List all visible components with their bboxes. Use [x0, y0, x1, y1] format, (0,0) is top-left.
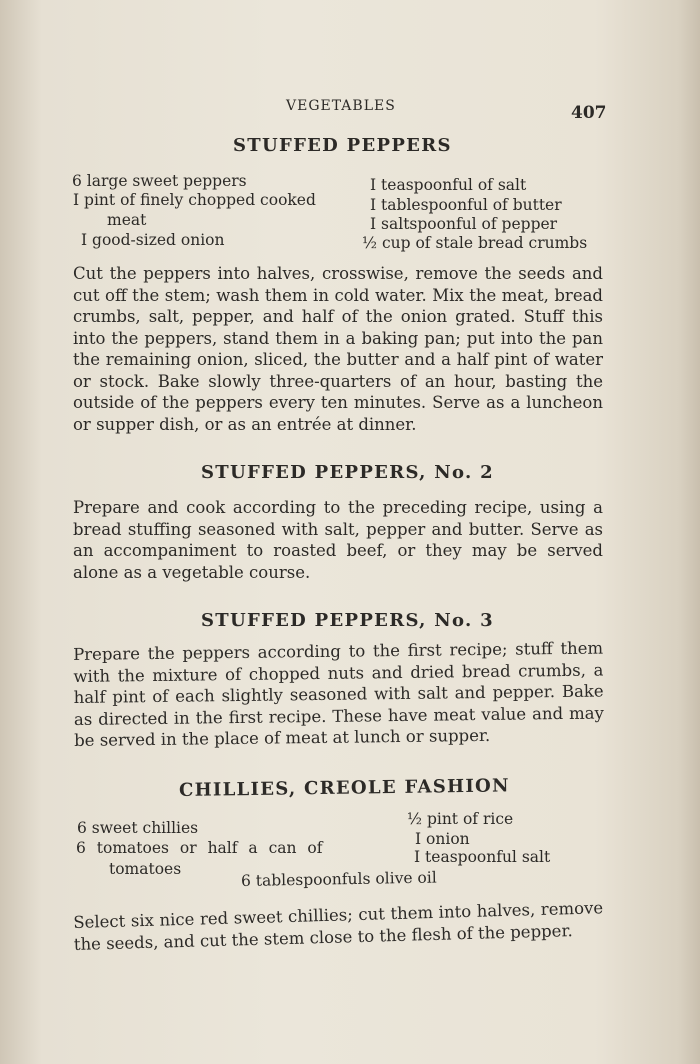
recipe-directions: Cut the peppers into halves, crosswise, remove the seeds and cut off the stem; wash them in cold water. Mix the meat, bread crumbs, salt, pepper, and half of the onion grated. Stuff this into the peppers, stand them in a baking pan; put into the pan the remaining onion, sliced, the butter and a half pint of water or stock. Bake slowly three-quarters of an hour, basting the outside of the peppers every ten minutes. Serve as a luncheon or supper dish, or as an entrée at dinner.	[73, 264, 603, 434]
ingredient-item: 6 large sweet peppers	[72, 172, 247, 190]
recipe-title-stuffed-peppers-no-3: STUFFED PEPPERS, No. 3	[201, 610, 494, 631]
recipe-title-stuffed-peppers-no-2: STUFFED PEPPERS, No. 2	[201, 462, 494, 483]
ingredient-item: I teaspoonful salt	[414, 848, 551, 866]
recipe-title-stuffed-peppers: STUFFED PEPPERS	[233, 135, 452, 156]
recipe-directions: Select six nice red sweet chillies; cut them into halves, remove the seeds, and cut the stem close to the flesh of the pepper.	[73, 898, 604, 954]
recipe-title-chillies-creole: CHILLIES, CREOLE FASHION	[178, 775, 510, 801]
ingredient-item: 6 sweet chillies	[77, 819, 199, 837]
ingredient-item: tomatoes	[109, 860, 182, 878]
recipe-directions: Prepare the peppers according to the first recipe; stuff them with the mixture of chopped nuts and dried bread crumbs, a half pint of each slightly seasoned with salt and pepper. Bake as directed in the first recipe. These have meat value and may be served in the place of meat at lunch or supper.	[73, 638, 604, 750]
ingredient-item: I teaspoonful of salt	[370, 176, 527, 194]
ingredient-item: 6 tablespoonfuls olive oil	[240, 868, 437, 890]
running-head: VEGETABLES	[286, 98, 396, 114]
ingredient-item: 6 tomatoes or half a can of	[76, 839, 323, 857]
ingredient-item: ½ cup of stale bread crumbs	[362, 234, 588, 252]
ingredient-item: ½ pint of rice	[407, 810, 514, 828]
ingredient-item: I good-sized onion	[81, 231, 225, 249]
ingredient-item: I saltspoonful of pepper	[370, 215, 558, 233]
page-number: 407	[571, 103, 607, 123]
ingredient-item: I onion	[415, 830, 470, 848]
recipe-directions: Prepare and cook according to the preceding recipe, using a bread stuffing seasoned with salt, pepper and butter. Serve as an accompaniment to roasted beef, or they may be served alone as a vegetable course.	[73, 498, 603, 582]
ingredient-item: meat	[107, 211, 147, 229]
ingredient-item: I pint of finely chopped cooked	[73, 191, 316, 209]
ingredient-item: I tablespoonful of butter	[370, 196, 562, 214]
